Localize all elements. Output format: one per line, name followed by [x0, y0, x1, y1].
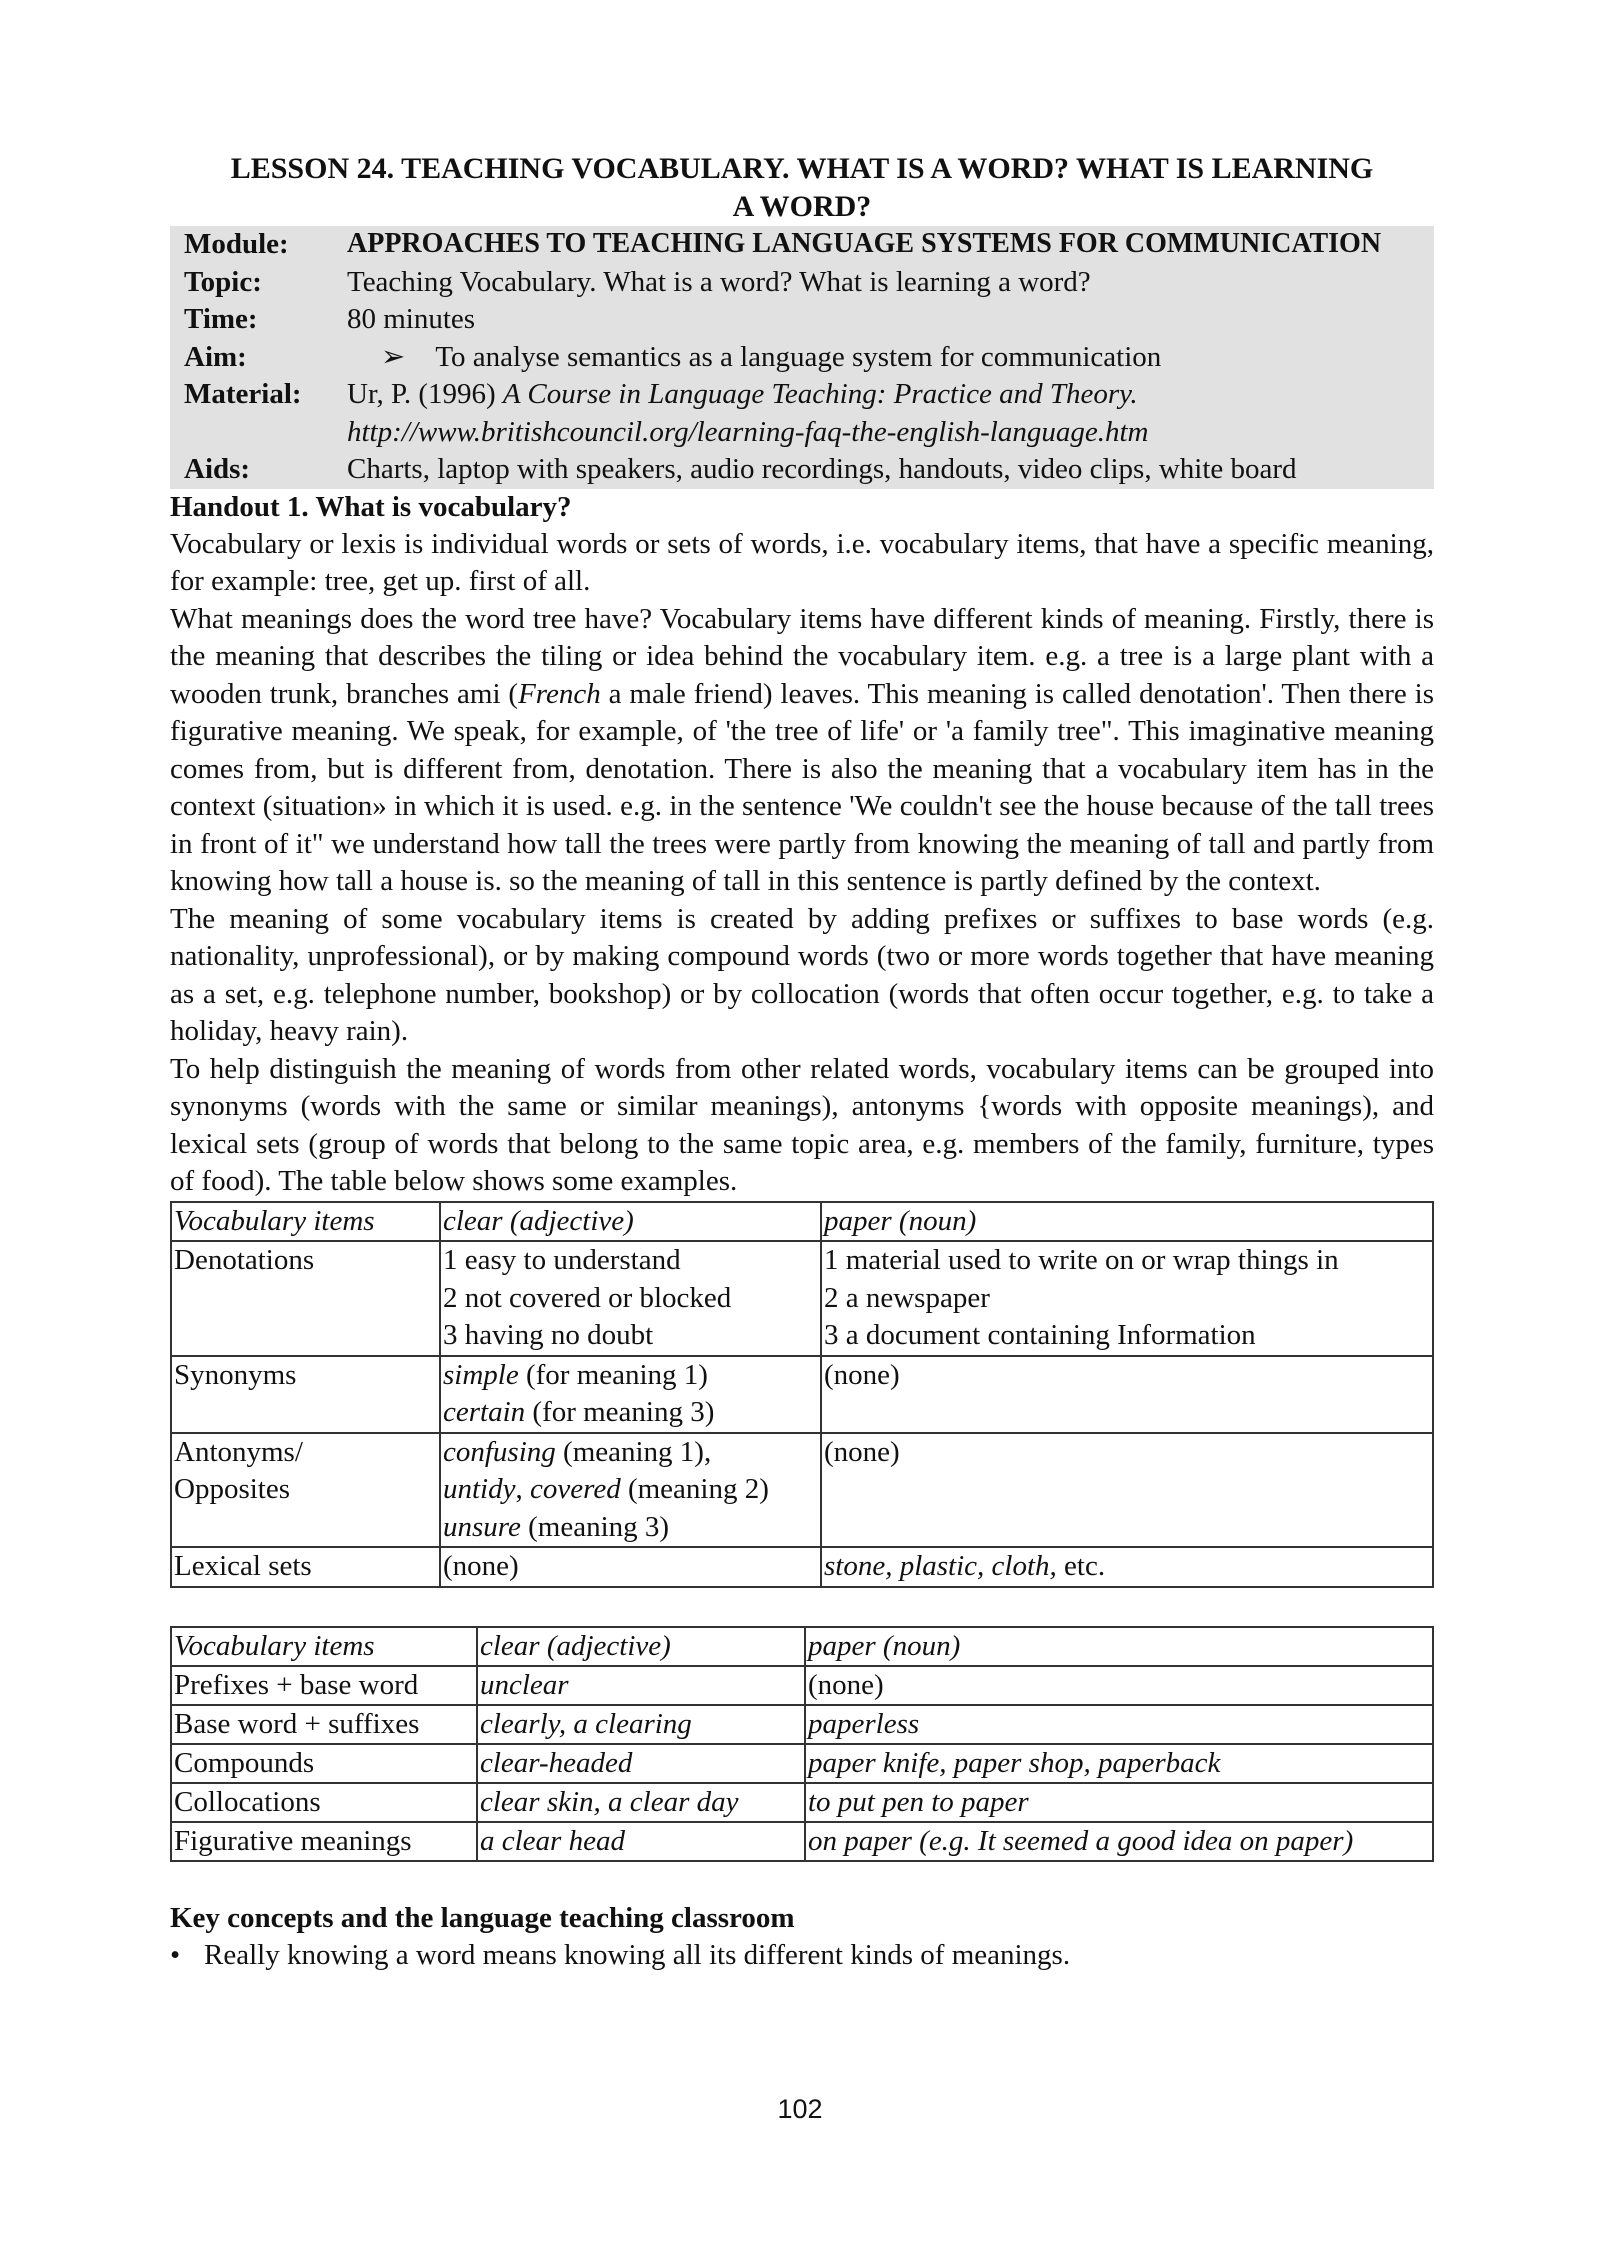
- meta-row-material: [184, 376, 1432, 451]
- para2-italic: French: [518, 677, 601, 710]
- table-row-lexical-sets: [171, 1547, 1433, 1587]
- antonym-note: (meaning 3): [520, 1510, 670, 1543]
- antonym-line: [443, 1434, 818, 1472]
- table-row: [171, 1783, 1433, 1822]
- synonym-line: [443, 1394, 818, 1432]
- meta-row-topic: [184, 264, 1432, 302]
- antonym-separator: ,: [515, 1473, 530, 1505]
- para2-text-b: a male friend) leaves. This meaning is called denotation'. Then there is figurative meaning. We speak, for example, of 'the tree of life' or 'a family tree". This imaginative meaning comes from, but is different from, denotation. There is also the meaning that a vocabulary item has in the context (situation» in which it is used. e.g. in the sentence 'We couldn't see the house because of the tall trees in front of it" we understand how tall the trees were partly from knowing the meaning of tall and partly from knowing how tall a house is. so the meaning of tall in this sentence is partly defined by the context.: [170, 677, 1434, 897]
- list-item-text: Really knowing a word means knowing all its different kinds of meanings.: [204, 1938, 1071, 1971]
- table-row: [171, 1744, 1433, 1783]
- list-item: [170, 1937, 1434, 1975]
- meta-row-module: [184, 226, 1432, 264]
- word-formation-table: [170, 1626, 1434, 1862]
- synonym-word: simple: [443, 1358, 519, 1391]
- synonym-note: (for meaning 1): [518, 1358, 708, 1391]
- table-header-cell: paper (noun): [805, 1627, 1433, 1666]
- cell-paper: (none): [805, 1666, 1433, 1705]
- cell-paper: paperless: [805, 1705, 1433, 1744]
- material-author: Ur, P. (1996): [347, 378, 503, 410]
- table-header-cell: paper (noun): [821, 1202, 1433, 1242]
- row-label: Synonyms: [171, 1356, 440, 1433]
- topic-value: Teaching Vocabulary. What is a word? What is learning a word?: [347, 265, 1091, 298]
- row-label: Collocations: [171, 1783, 477, 1822]
- meaning-table: [170, 1201, 1434, 1588]
- table-row: [171, 1705, 1433, 1744]
- table-row-synonyms: [171, 1356, 1433, 1433]
- denotation-item: 1 material used to write on or wrap things in: [824, 1244, 1339, 1276]
- paragraph-meanings: [170, 601, 1434, 901]
- row-label-line: Antonyms/: [174, 1435, 303, 1468]
- table-header-cell: clear (adjective): [440, 1202, 821, 1242]
- cell-clear: unclear: [477, 1666, 805, 1705]
- synonym-note: (for meaning 3): [525, 1396, 715, 1428]
- paragraph-grouping: To help distinguish the meaning of words from other related words, vocabulary items can be grouped into synonyms (words with the same or similar meanings), antonyms {words with opposite meanings), and lexical sets (group of words that belong to the same topic area, e.g. members of the family, furniture, types of food). The table below shows some examples.: [170, 1052, 1434, 1197]
- antonym-line: [443, 1471, 818, 1509]
- denotation-item: 3 having no doubt: [443, 1319, 654, 1351]
- handout-heading: Handout 1. What is vocabulary?: [170, 490, 572, 523]
- lexical-words: stone, plastic, cloth,: [824, 1550, 1057, 1582]
- cell-clear: clear-headed: [477, 1744, 805, 1783]
- denotation-item: 2 a newspaper: [824, 1281, 990, 1314]
- material-url[interactable]: http://www.britishcouncil.org/learning-faq-the-english-language.htm: [347, 415, 1149, 448]
- cell-paper: paper knife, paper shop, paperback: [805, 1744, 1433, 1783]
- table-header-row: [171, 1627, 1433, 1666]
- cell-paper: on paper (e.g. It seemed a good idea on paper): [805, 1822, 1433, 1861]
- synonym-word: certain: [443, 1396, 526, 1428]
- aim-label: Aim:: [184, 340, 247, 373]
- lesson-meta-box: [170, 226, 1434, 489]
- cell-paper: to put pen to paper: [805, 1783, 1433, 1822]
- antonym-note: (meaning 1),: [555, 1435, 712, 1468]
- aim-value-wrapper: [347, 339, 1432, 377]
- paragraph-word-formation: The meaning of some vocabulary items is created by adding prefixes or suffixes to base words (e.g. nationality, unprofessional), or by making compound words (two or more words together that have meaning as a set, e.g. telephone number, bookshop) or by collocation (words that often occur together, e.g. to take a holiday, heavy rain).: [170, 902, 1434, 1047]
- row-label: Base word + suffixes: [171, 1705, 477, 1744]
- lesson-title-line1: LESSON 24. TEACHING VOCABULARY. WHAT IS A WORD? WHAT IS LEARNING: [230, 152, 1374, 185]
- material-label: Material:: [184, 378, 302, 410]
- cell-clear: clearly, a clearing: [477, 1705, 805, 1744]
- row-label: Lexical sets: [171, 1547, 440, 1587]
- table-header-cell: Vocabulary items: [171, 1627, 477, 1666]
- table-row: [171, 1822, 1433, 1861]
- table-row-denotations: [171, 1241, 1433, 1356]
- antonym-note: (meaning 2): [620, 1473, 769, 1505]
- row-label: [171, 1433, 440, 1548]
- material-book-title: A Course in Language Teaching: Practice and Theory.: [502, 378, 1138, 410]
- para2-text-a: What meanings does the word tree have? Vocabulary items have different kinds of meaning. Firstly, there is the meaning that describes the tiling or idea behind the vocabulary item. e.g. a tree is a large plant with a wooden trunk, branches ami (: [170, 602, 1434, 710]
- material-value: [347, 376, 1432, 451]
- cell-clear-denotations: [440, 1241, 821, 1356]
- cell-paper-synonyms: (none): [821, 1356, 1433, 1433]
- synonym-line: [443, 1357, 818, 1395]
- lesson-title-line2: A WORD?: [732, 190, 872, 223]
- table-row-antonyms: [171, 1433, 1433, 1548]
- antonym-word: covered: [530, 1473, 621, 1505]
- antonym-word: unsure: [443, 1510, 521, 1543]
- table-header-row: [171, 1202, 1433, 1242]
- denotation-item: 3 a document containing Information: [824, 1319, 1256, 1351]
- module-label: Module:: [184, 228, 289, 260]
- antonym-word: confusing: [443, 1435, 556, 1468]
- lexical-etc: etc.: [1056, 1550, 1106, 1582]
- aim-value: To analyse semantics as a language system for communication: [435, 340, 1162, 373]
- aids-value: Charts, laptop with speakers, audio recordings, handouts, video clips, white board: [347, 453, 1297, 485]
- antonym-word: untidy: [443, 1473, 516, 1505]
- spacer: [170, 1862, 1434, 1900]
- module-value: APPROACHES TO TEACHING LANGUAGE SYSTEMS FOR COMMUNICATION: [347, 228, 1382, 259]
- arrow-bullet-icon: ➢: [381, 340, 406, 373]
- paragraph-vocabulary-definition: Vocabulary or lexis is individual words or sets of words, i.e. vocabulary items, that have a specific meaning, for example: tree, get up. first of all.: [170, 527, 1434, 597]
- topic-label: Topic:: [184, 265, 262, 298]
- denotation-item: 1 easy to understand: [443, 1244, 681, 1276]
- cell-clear-lexical: (none): [440, 1547, 821, 1587]
- meta-row-aids: [184, 451, 1432, 489]
- row-label: Compounds: [171, 1744, 477, 1783]
- table-header-cell: clear (adjective): [477, 1627, 805, 1666]
- row-label: Figurative meanings: [171, 1822, 477, 1861]
- row-label-line: Opposites: [174, 1473, 290, 1505]
- page-number: 102: [777, 2094, 823, 2124]
- meta-row-aim: [184, 339, 1432, 377]
- row-label: Denotations: [171, 1241, 440, 1356]
- antonym-line: [443, 1509, 818, 1547]
- denotation-item: 2 not covered or blocked: [443, 1281, 732, 1314]
- cell-clear: clear skin, a clear day: [477, 1783, 805, 1822]
- time-value: 80 minutes: [347, 303, 476, 335]
- cell-clear-synonyms: [440, 1356, 821, 1433]
- cell-clear: a clear head: [477, 1822, 805, 1861]
- cell-clear-antonyms: [440, 1433, 821, 1548]
- cell-paper-antonyms: (none): [821, 1433, 1433, 1548]
- spacer: [170, 1588, 1434, 1626]
- cell-paper-lexical: [821, 1547, 1433, 1587]
- key-concepts-list: [170, 1937, 1434, 1975]
- time-label: Time:: [184, 303, 258, 335]
- key-concepts-heading: Key concepts and the language teaching classroom: [170, 1901, 795, 1934]
- table-row: [171, 1666, 1433, 1705]
- document-page: [170, 150, 1434, 1974]
- cell-paper-denotations: [821, 1241, 1433, 1356]
- meta-row-time: [184, 301, 1432, 339]
- bullet-icon: •: [170, 1938, 181, 1971]
- row-label: Prefixes + base word: [171, 1666, 477, 1705]
- table-header-cell: Vocabulary items: [171, 1202, 440, 1242]
- aids-label: Aids:: [184, 453, 251, 485]
